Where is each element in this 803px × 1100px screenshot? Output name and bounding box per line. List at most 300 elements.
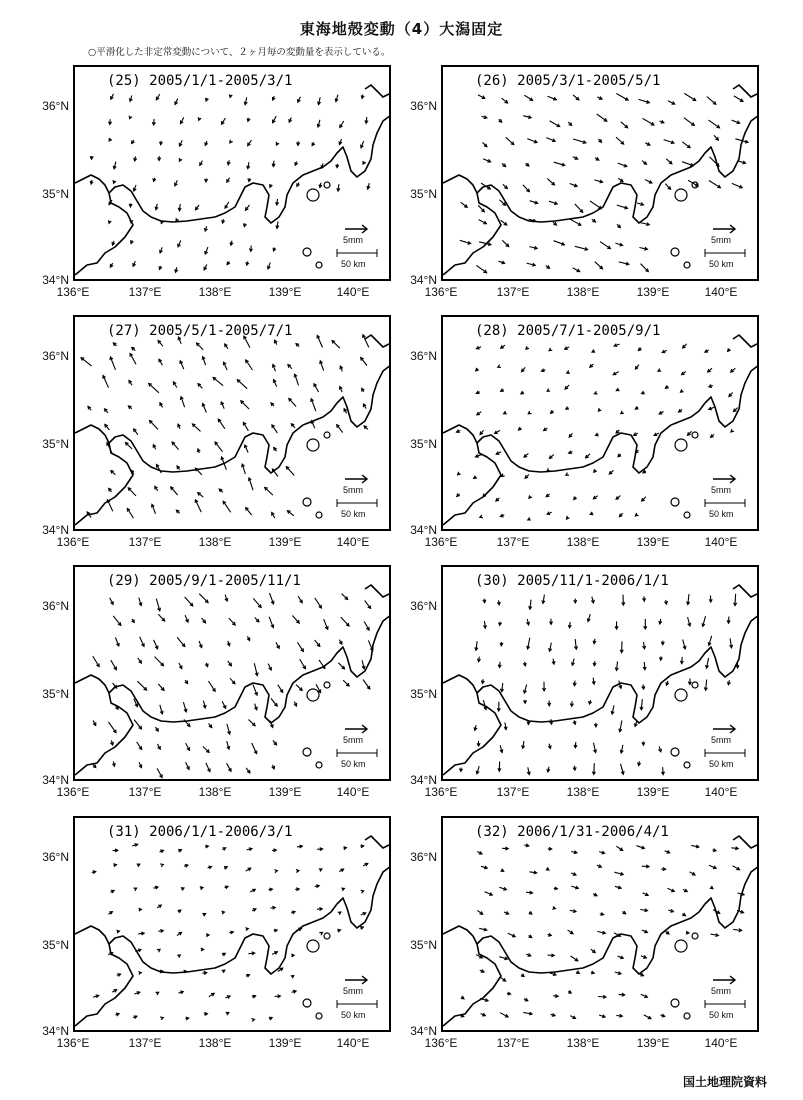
island-outline (324, 682, 330, 688)
island-outline (675, 940, 687, 952)
displacement-vector (666, 681, 669, 686)
coastline (75, 115, 391, 275)
displacement-vector (476, 368, 479, 371)
displacement-vector (496, 498, 500, 501)
displacement-vector (546, 265, 550, 268)
displacement-vector (93, 721, 96, 726)
displacement-vector (230, 140, 233, 143)
displacement-vector (714, 135, 719, 140)
displacement-vector (130, 354, 136, 365)
displacement-vector (590, 364, 594, 367)
displacement-vector (642, 930, 648, 933)
island-outline (675, 189, 687, 201)
distance-scale-label: 50 km (709, 259, 734, 269)
displacement-vector (529, 600, 532, 610)
coastline (443, 866, 759, 1026)
displacement-vector (621, 122, 628, 128)
displacement-vector (131, 619, 134, 622)
displacement-vector (179, 663, 182, 669)
displacement-vector (155, 727, 158, 731)
displacement-vector (615, 886, 621, 889)
latitude-label: 35°N (410, 187, 437, 201)
displacement-vector (200, 161, 203, 166)
displacement-vector (640, 699, 643, 710)
map-panel (73, 65, 391, 281)
displacement-vector (573, 720, 576, 724)
island-outline (684, 1013, 690, 1019)
latitude-label: 35°N (42, 187, 69, 201)
displacement-vector (292, 990, 297, 993)
island-outline (316, 1013, 322, 1019)
displacement-vector (111, 471, 116, 475)
latitude-label: 35°N (410, 687, 437, 701)
displacement-vector (482, 142, 487, 146)
displacement-vector (616, 1014, 622, 1017)
displacement-vector (230, 241, 233, 245)
displacement-vector (296, 869, 299, 872)
displacement-vector (225, 202, 229, 208)
displacement-vector (253, 598, 261, 607)
displacement-vector (461, 996, 464, 999)
displacement-vector (225, 344, 228, 349)
longitude-label: 140°E (336, 785, 370, 799)
displacement-vector (569, 451, 573, 454)
displacement-vector (158, 930, 163, 933)
island-outline (324, 933, 330, 939)
displacement-vector (615, 972, 621, 975)
displacement-vector (476, 346, 481, 349)
displacement-vector (248, 720, 255, 726)
displacement-vector (227, 763, 231, 771)
displacement-vector (199, 594, 208, 603)
reference-arrow (713, 725, 735, 733)
displacement-vector (504, 723, 507, 730)
displacement-vector (480, 970, 484, 973)
displacement-vector (707, 97, 716, 105)
latitude-label: 34°N (42, 773, 69, 787)
displacement-vector (180, 397, 184, 408)
island-outline (671, 748, 679, 756)
displacement-vector (712, 849, 716, 852)
displacement-vector (593, 893, 597, 896)
displacement-vector (246, 205, 250, 210)
displacement-vector (315, 598, 322, 608)
displacement-vector (298, 642, 304, 651)
displacement-vector (547, 179, 554, 185)
displacement-vector (361, 95, 364, 99)
displacement-vector (526, 891, 533, 894)
displacement-vector (553, 995, 558, 998)
displacement-vector (315, 885, 320, 888)
displacement-vector (315, 640, 320, 646)
displacement-vector (363, 863, 368, 866)
displacement-vector (225, 595, 228, 601)
displacement-vector (255, 618, 259, 622)
displacement-vector (364, 621, 369, 630)
displacement-vector (294, 702, 297, 707)
displacement-vector (500, 642, 503, 646)
displacement-vector (499, 957, 507, 960)
latitude-label: 34°N (410, 523, 437, 537)
displacement-vector (297, 141, 300, 145)
displacement-vector (682, 913, 685, 916)
island-outline (324, 432, 330, 438)
displacement-vector (570, 910, 576, 913)
longitude-label: 140°E (704, 1036, 738, 1050)
displacement-vector (202, 914, 205, 917)
longitude-label: 138°E (198, 535, 232, 549)
distance-scale-label: 50 km (341, 509, 366, 519)
island-outline (675, 689, 687, 701)
displacement-vector (117, 974, 121, 977)
displacement-vector (478, 95, 485, 99)
displacement-vector (205, 247, 208, 254)
displacement-vector (204, 265, 207, 270)
displacement-vector (573, 95, 579, 100)
displacement-vector (620, 745, 623, 753)
displacement-vector (274, 870, 277, 873)
displacement-vector (734, 96, 743, 102)
displacement-vector (688, 180, 698, 186)
displacement-vector (337, 929, 340, 932)
displacement-vector (227, 724, 231, 734)
displacement-vector (710, 886, 713, 889)
island-outline (303, 999, 311, 1007)
displacement-vector (619, 721, 622, 732)
displacement-vector (598, 408, 601, 411)
latitude-label: 36°N (42, 99, 69, 113)
panel-period-label: (32) 2006/1/31-2006/4/1 (475, 824, 669, 840)
displacement-vector (458, 472, 461, 475)
displacement-vector (480, 515, 483, 518)
map-svg (443, 567, 759, 781)
displacement-vector (154, 886, 159, 889)
displacement-vector (197, 449, 200, 453)
displacement-vector (201, 948, 204, 951)
displacement-vector (645, 180, 652, 184)
displacement-vector (523, 662, 526, 666)
displacement-vector (529, 495, 532, 498)
displacement-vector (249, 246, 252, 252)
panel-period-label: (26) 2005/3/1-2005/5/1 (475, 73, 661, 89)
displacement-vector (222, 701, 226, 708)
displacement-vector (499, 887, 506, 890)
displacement-vector (228, 661, 232, 666)
displacement-vector (218, 419, 225, 429)
displacement-vector (644, 619, 647, 629)
displacement-vector (196, 205, 200, 210)
displacement-vector (160, 141, 163, 145)
displacement-vector (223, 848, 226, 851)
displacement-vector (202, 404, 206, 413)
displacement-vector (665, 850, 670, 853)
displacement-vector (614, 933, 620, 936)
island-outline (671, 999, 679, 1007)
displacement-vector (570, 701, 573, 706)
displacement-vector (320, 361, 324, 371)
displacement-vector (526, 163, 529, 166)
displacement-vector (642, 161, 646, 165)
displacement-vector (317, 908, 322, 911)
displacement-vector (268, 664, 271, 671)
displacement-vector (597, 114, 607, 121)
displacement-vector (178, 991, 183, 994)
displacement-vector (666, 159, 672, 164)
displacement-vector (550, 619, 553, 625)
displacement-vector (183, 702, 187, 712)
map-panel (73, 816, 391, 1032)
displacement-vector (242, 464, 246, 474)
displacement-vector (176, 510, 179, 513)
displacement-vector (642, 118, 654, 125)
displacement-vector (205, 845, 208, 848)
displacement-vector (499, 261, 505, 264)
displacement-vector (332, 341, 340, 349)
displacement-vector (617, 224, 620, 228)
displacement-vector (567, 516, 570, 519)
displacement-vector (615, 661, 618, 670)
island-outline (307, 689, 319, 701)
displacement-vector (641, 264, 649, 272)
displacement-vector (362, 660, 365, 669)
displacement-vector (729, 393, 733, 397)
map-panel (441, 65, 759, 281)
displacement-vector (734, 594, 737, 606)
displacement-vector (479, 928, 487, 931)
island-outline (303, 748, 311, 756)
displacement-vector (575, 246, 588, 250)
displacement-vector (593, 496, 597, 499)
displacement-vector (138, 932, 144, 935)
displacement-vector (485, 892, 493, 896)
displacement-vector (732, 183, 742, 188)
displacement-vector (593, 639, 596, 644)
displacement-vector (186, 762, 190, 769)
displacement-vector (501, 389, 504, 392)
displacement-vector (667, 888, 674, 892)
displacement-vector (496, 452, 501, 455)
page-subtitle: ○平滑化した非定常変動について、２ヶ月毎の変動量を表示している。 (88, 47, 391, 58)
displacement-vector (474, 476, 477, 479)
displacement-vector (547, 767, 550, 772)
coastline (733, 85, 759, 97)
displacement-vector (476, 391, 480, 394)
map-panel (441, 816, 759, 1032)
displacement-vector (202, 971, 206, 974)
displacement-vector (289, 118, 292, 123)
displacement-vector (205, 178, 208, 182)
displacement-vector (480, 430, 483, 434)
displacement-vector (360, 927, 363, 930)
displacement-vector (361, 845, 364, 848)
displacement-vector (544, 428, 548, 431)
displacement-vector (571, 956, 578, 961)
displacement-vector (500, 1013, 508, 1017)
displacement-vector (205, 663, 208, 667)
displacement-vector (547, 389, 550, 392)
longitude-label: 138°E (566, 785, 600, 799)
displacement-vector (593, 661, 596, 666)
displacement-vector (508, 933, 515, 937)
displacement-vector (614, 872, 623, 875)
displacement-vector (592, 678, 595, 685)
displacement-vector (185, 615, 188, 622)
island-outline (324, 182, 330, 188)
displacement-vector (338, 663, 344, 669)
longitude-label: 137°E (496, 535, 530, 549)
displacement-vector (592, 350, 595, 353)
vector-scale-label: 5mm (343, 735, 363, 745)
displacement-vector (153, 445, 156, 450)
displacement-vector (547, 468, 550, 471)
map-svg (75, 567, 391, 781)
longitude-label: 139°E (268, 1036, 302, 1050)
displacement-vector (460, 768, 463, 772)
displacement-vector (543, 682, 546, 691)
vector-scale-label: 5mm (711, 235, 731, 245)
displacement-vector (592, 763, 595, 774)
displacement-vector (93, 995, 99, 998)
displacement-vector (132, 140, 135, 143)
displacement-vector (248, 952, 254, 955)
displacement-vector (566, 407, 569, 410)
displacement-vector (113, 849, 118, 852)
displacement-vector (660, 1014, 664, 1017)
displacement-vector (498, 662, 501, 668)
displacement-vector (570, 219, 581, 225)
displacement-vector (198, 493, 204, 497)
displacement-vector (551, 1013, 555, 1016)
displacement-vector (223, 501, 231, 512)
vector-scale-label: 5mm (711, 986, 731, 996)
displacement-vector (272, 849, 276, 852)
displacement-vector (365, 600, 371, 608)
map-svg (443, 818, 759, 1032)
displacement-vector (524, 453, 528, 457)
displacement-vector (548, 96, 557, 100)
displacement-vector (157, 905, 161, 908)
displacement-vector (706, 658, 709, 668)
displacement-vector (155, 486, 158, 491)
displacement-vector (501, 977, 506, 981)
panel-period-label: (30) 2005/11/1-2006/1/1 (475, 573, 669, 589)
longitude-label: 137°E (128, 285, 162, 299)
longitude-label: 138°E (566, 285, 600, 299)
coastline (75, 425, 109, 443)
displacement-vector (110, 357, 116, 370)
displacement-vector (105, 424, 110, 430)
displacement-vector (659, 746, 662, 751)
displacement-vector (598, 139, 601, 142)
coastline (365, 585, 391, 597)
displacement-vector (222, 970, 225, 973)
displacement-vector (575, 204, 583, 212)
displacement-vector (688, 617, 691, 626)
displacement-vector (246, 360, 253, 370)
displacement-vector (635, 513, 638, 516)
displacement-vector (524, 844, 529, 847)
displacement-vector (272, 161, 275, 167)
reference-arrow (345, 225, 367, 233)
displacement-vector (461, 202, 468, 207)
displacement-vector (229, 94, 232, 97)
displacement-vector (683, 889, 687, 892)
reference-arrow (345, 475, 367, 483)
longitude-label: 140°E (704, 285, 738, 299)
displacement-vector (222, 118, 226, 124)
reference-arrow (713, 976, 735, 984)
distance-scale-label: 50 km (709, 1010, 734, 1020)
displacement-vector (502, 847, 508, 850)
displacement-vector (160, 247, 163, 253)
displacement-vector (567, 371, 570, 374)
displacement-vector (659, 411, 663, 414)
displacement-vector (294, 374, 298, 385)
island-outline (684, 762, 690, 768)
displacement-vector (131, 240, 134, 243)
displacement-vector (160, 403, 163, 408)
vector-scale-label: 5mm (711, 735, 731, 745)
displacement-vector (157, 949, 160, 952)
displacement-vector (199, 641, 202, 648)
displacement-vector (361, 141, 364, 148)
displacement-vector (113, 180, 116, 183)
displacement-vector (643, 596, 646, 601)
longitude-label: 140°E (336, 1036, 370, 1050)
displacement-vector (361, 912, 366, 915)
displacement-vector (529, 871, 536, 874)
displacement-vector (615, 621, 618, 629)
longitude-label: 136°E (56, 285, 90, 299)
displacement-vector (319, 932, 322, 935)
displacement-vector (499, 119, 502, 122)
coastline (443, 615, 759, 775)
displacement-vector (738, 893, 745, 896)
displacement-vector (296, 685, 302, 691)
displacement-vector (476, 265, 486, 272)
island-outline (307, 439, 319, 451)
displacement-vector (479, 220, 487, 224)
displacement-vector (642, 741, 645, 745)
displacement-vector (109, 119, 112, 124)
distance-scale-label: 50 km (709, 759, 734, 769)
displacement-vector (682, 371, 686, 374)
displacement-vector (504, 411, 507, 414)
displacement-vector (93, 764, 96, 768)
displacement-vector (568, 990, 571, 993)
displacement-vector (152, 119, 155, 125)
displacement-vector (246, 508, 252, 515)
displacement-vector (589, 700, 592, 704)
displacement-vector (660, 120, 664, 123)
displacement-vector (364, 426, 368, 430)
displacement-vector (295, 888, 299, 891)
displacement-vector (107, 443, 113, 454)
displacement-vector (223, 362, 227, 370)
displacement-vector (478, 657, 481, 662)
longitude-label: 138°E (198, 285, 232, 299)
displacement-vector (709, 120, 720, 128)
displacement-vector (273, 740, 277, 745)
displacement-vector (344, 409, 347, 414)
displacement-vector (664, 930, 669, 934)
displacement-vector (686, 931, 689, 934)
displacement-vector (155, 657, 164, 666)
displacement-vector (272, 425, 278, 433)
displacement-vector (547, 933, 551, 936)
displacement-vector (709, 596, 712, 603)
displacement-vector (619, 262, 629, 265)
